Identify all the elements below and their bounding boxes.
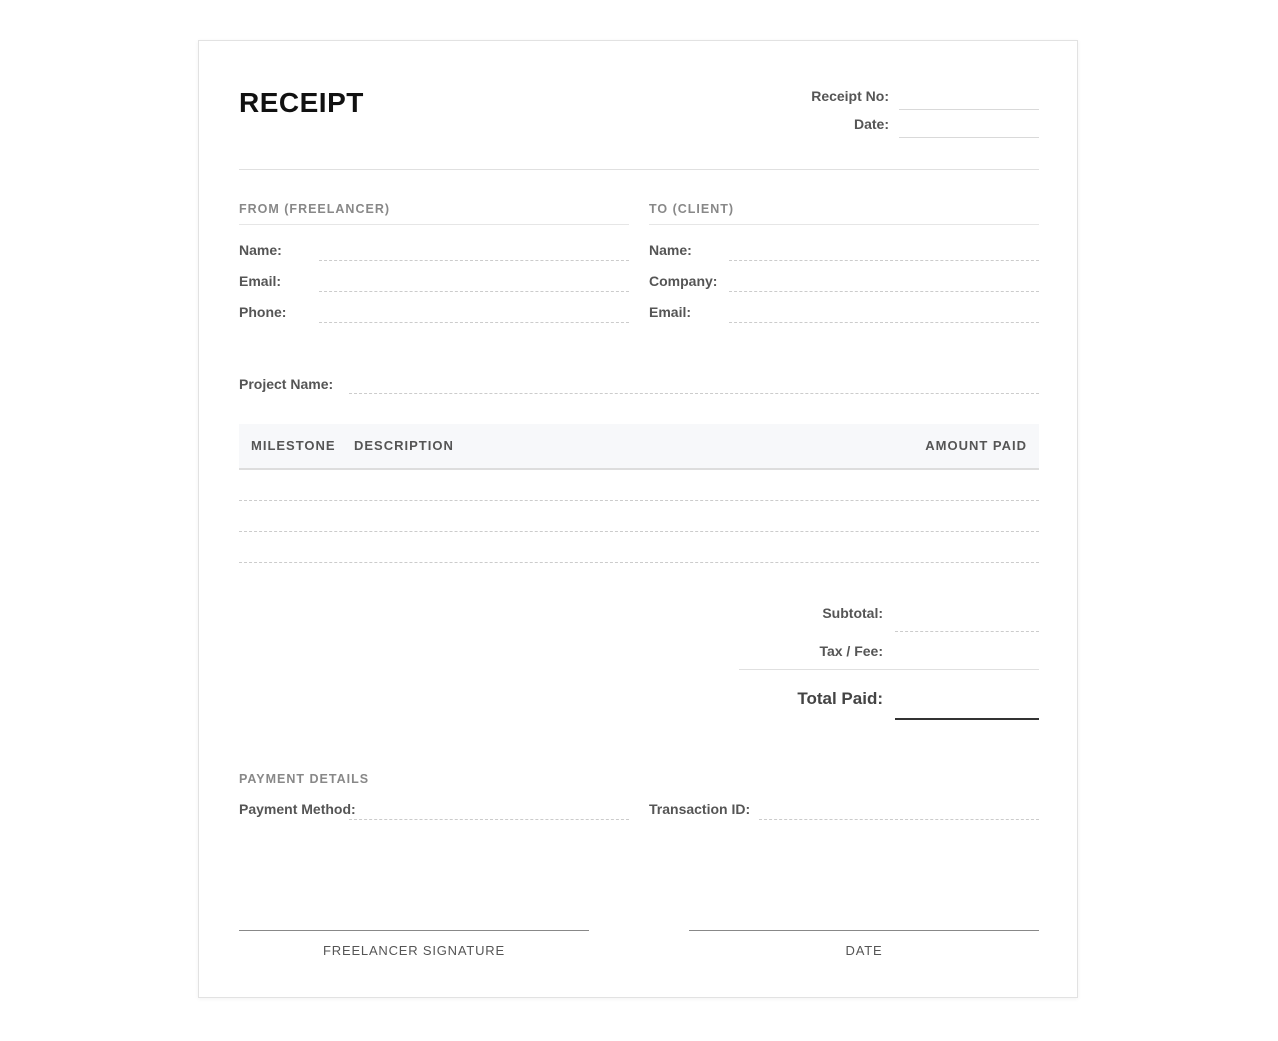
receipt-no-field[interactable] xyxy=(899,109,1039,110)
project-name-label: Project Name: xyxy=(239,376,334,392)
freelancer-signature-line[interactable] xyxy=(239,930,589,931)
date-signature-caption: DATE xyxy=(845,943,883,958)
from-name-field[interactable] xyxy=(319,260,629,261)
date-signature-line[interactable] xyxy=(689,930,1039,931)
transaction-id-field[interactable] xyxy=(759,819,1039,820)
date-label: Date: xyxy=(853,116,889,132)
to-email-label: Email: xyxy=(649,304,692,320)
payment-method-field[interactable] xyxy=(349,819,629,820)
col-milestone: MILESTONE xyxy=(251,438,336,453)
from-phone-field[interactable] xyxy=(319,322,629,323)
total-paid-field[interactable] xyxy=(895,718,1039,720)
total-paid-label: Total Paid: xyxy=(797,689,883,708)
project-name-field[interactable] xyxy=(349,393,1039,394)
receipt-no-label: Receipt No: xyxy=(811,88,889,104)
payment-method-label: Payment Method: xyxy=(239,801,356,817)
totals-divider xyxy=(739,669,1039,670)
to-company-field[interactable] xyxy=(729,291,1039,292)
table-row[interactable] xyxy=(239,500,1039,501)
table-row[interactable] xyxy=(239,562,1039,563)
tax-fee-label: Tax / Fee: xyxy=(819,643,883,659)
transaction-id-label: Transaction ID: xyxy=(649,801,751,817)
to-heading-rule xyxy=(649,224,1039,225)
to-company-label: Company: xyxy=(649,273,718,289)
col-description: DESCRIPTION xyxy=(354,438,454,453)
table-row[interactable] xyxy=(239,531,1039,532)
from-name-label: Name: xyxy=(239,242,282,258)
to-name-label: Name: xyxy=(649,242,692,258)
receipt-title: RECEIPT xyxy=(239,87,364,118)
to-email-field[interactable] xyxy=(729,322,1039,323)
to-heading: TO (CLIENT) xyxy=(649,202,735,216)
from-heading-rule xyxy=(239,224,629,225)
header-divider xyxy=(239,169,1039,170)
receipt-page xyxy=(198,40,1078,998)
from-email-label: Email: xyxy=(239,273,282,289)
freelancer-signature-caption: FREELANCER SIGNATURE xyxy=(323,943,505,958)
date-field[interactable] xyxy=(899,137,1039,138)
subtotal-label: Subtotal: xyxy=(822,605,883,621)
milestone-table-header xyxy=(239,424,1039,470)
payment-details-heading: PAYMENT DETAILS xyxy=(239,772,370,786)
from-phone-label: Phone: xyxy=(239,304,287,320)
col-amount-paid: AMOUNT PAID xyxy=(925,438,1027,453)
from-heading: FROM (FREELANCER) xyxy=(239,202,391,216)
from-email-field[interactable] xyxy=(319,291,629,292)
subtotal-field[interactable] xyxy=(895,631,1039,632)
to-name-field[interactable] xyxy=(729,260,1039,261)
